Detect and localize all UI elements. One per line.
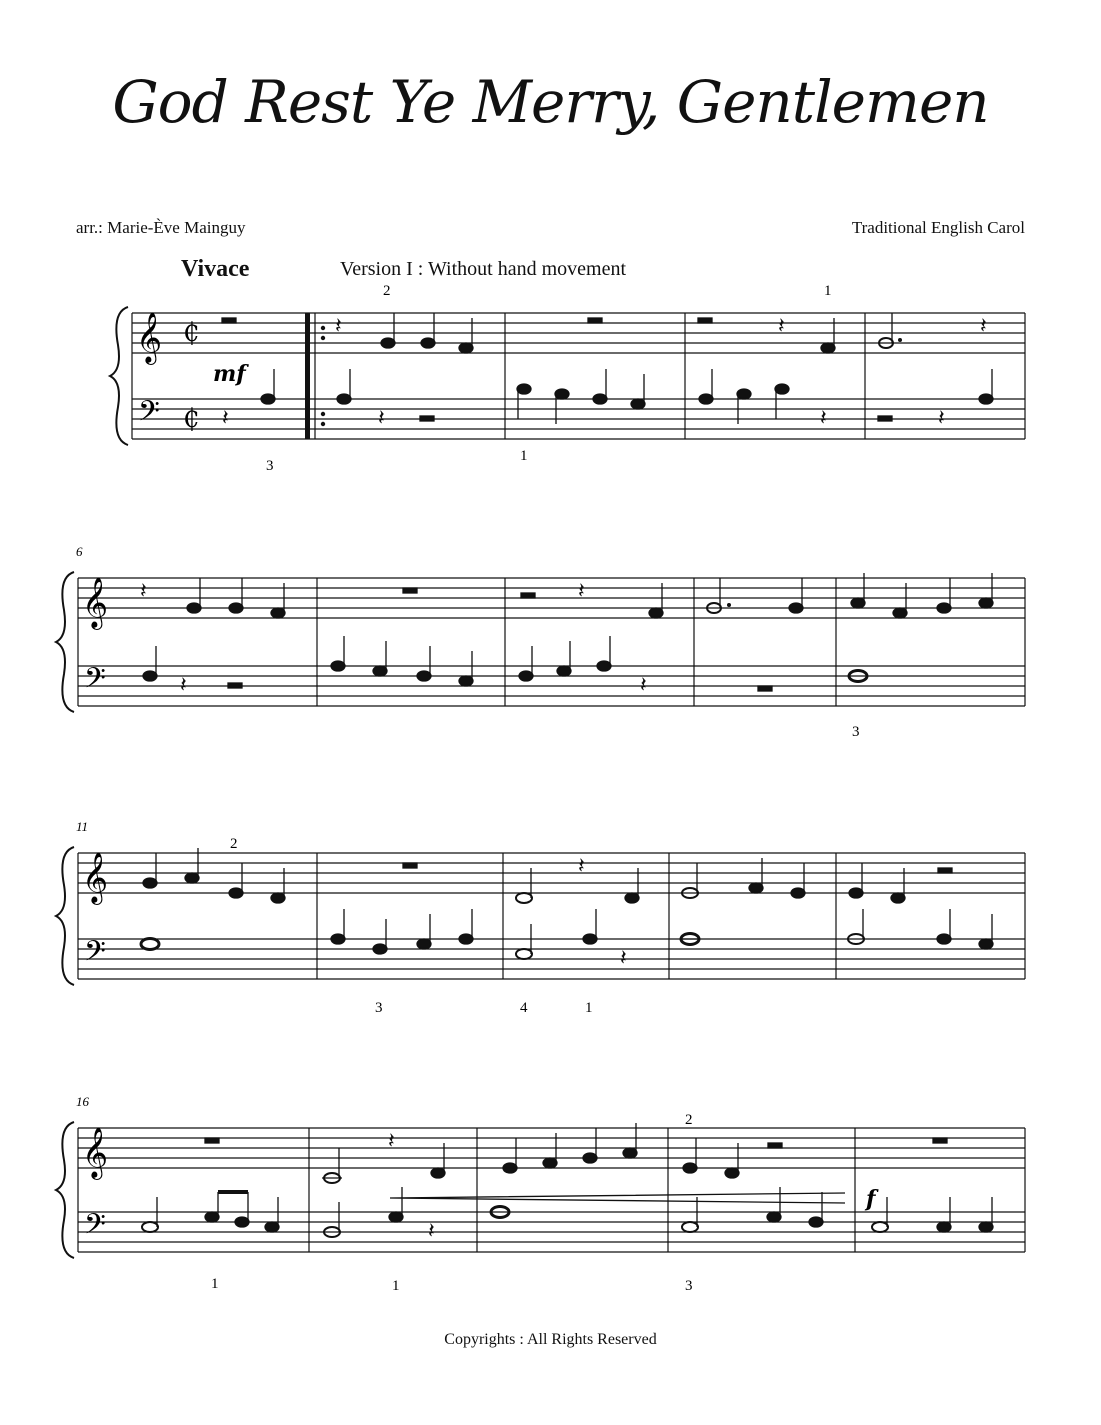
svg-text:𝄽: 𝄽 (335, 314, 342, 339)
svg-text:𝄽: 𝄽 (640, 673, 647, 698)
svg-text:𝄽: 𝄽 (180, 673, 187, 698)
fingering: 3 (266, 458, 274, 474)
dynamic-f: f (866, 1186, 876, 1212)
fingering: 1 (392, 1278, 400, 1294)
svg-text:𝄽: 𝄽 (620, 946, 627, 971)
brace-icon (110, 307, 128, 445)
brace-icon (56, 572, 74, 712)
svg-text:𝄽: 𝄽 (778, 314, 785, 339)
svg-text:𝄽: 𝄽 (820, 406, 827, 431)
fingering: 1 (211, 1276, 219, 1292)
cut-time-icon: ₵ (183, 318, 200, 348)
copyright-notice: Copyrights : All Rights Reserved (444, 1331, 657, 1348)
treble-clef-icon: 𝄞 (82, 1127, 109, 1178)
svg-text:𝄽: 𝄽 (140, 579, 147, 604)
treble-clef-icon: 𝄞 (82, 852, 109, 903)
fingering: 2 (383, 283, 391, 299)
arranger-credit: arr.: Marie-Ève Mainguy (76, 218, 246, 237)
fingering: 1 (824, 283, 832, 299)
brace-icon (56, 1122, 74, 1258)
measure-number: 16 (76, 1094, 89, 1109)
fingering: 3 (852, 724, 860, 740)
system-4 (0, 1090, 1101, 1300)
composer-credit: Traditional English Carol (851, 218, 1025, 237)
svg-text:𝄽: 𝄽 (578, 854, 585, 879)
bass-clef-icon: 𝄢 (84, 662, 106, 702)
svg-text:𝄽: 𝄽 (980, 314, 987, 339)
dynamic-mf: mf (213, 361, 246, 387)
fingering: 1 (520, 448, 528, 464)
system-1 (0, 250, 1101, 480)
version-label: Version I : Without hand movement (340, 258, 627, 280)
svg-text:𝄽: 𝄽 (222, 406, 229, 431)
bass-clef-icon: 𝄢 (138, 395, 160, 435)
svg-text:𝄽: 𝄽 (388, 1129, 395, 1154)
brace-icon (56, 847, 74, 985)
tempo-marking: Vivace (181, 256, 250, 282)
bass-clef-icon: 𝄢 (84, 1208, 106, 1248)
system-2 (0, 540, 1101, 750)
treble-clef-icon: 𝄞 (136, 312, 163, 363)
fingering: 2 (230, 836, 238, 852)
system-3 (0, 815, 1101, 1025)
svg-text:𝄽: 𝄽 (378, 406, 385, 431)
fingering: 4 (520, 1000, 528, 1016)
svg-text:𝄽: 𝄽 (578, 579, 585, 604)
measure-number: 11 (76, 819, 89, 834)
fingering: 3 (685, 1278, 693, 1294)
fingering: 1 (585, 1000, 593, 1016)
svg-text:𝄽: 𝄽 (938, 406, 945, 431)
measure-number: 6 (76, 544, 83, 559)
fingering: 3 (375, 1000, 383, 1016)
bass-clef-icon: 𝄢 (84, 935, 106, 975)
repeat-sign-icon (305, 313, 325, 439)
svg-text:𝄽: 𝄽 (428, 1219, 435, 1244)
decrescendo-hairpin (390, 1193, 845, 1203)
score-title: God Rest Ye Merry, Gentlemen (112, 68, 989, 136)
svg-text:₵: ₵ (183, 404, 200, 434)
treble-clef-icon: 𝄞 (82, 577, 109, 628)
fingering: 2 (685, 1112, 693, 1128)
